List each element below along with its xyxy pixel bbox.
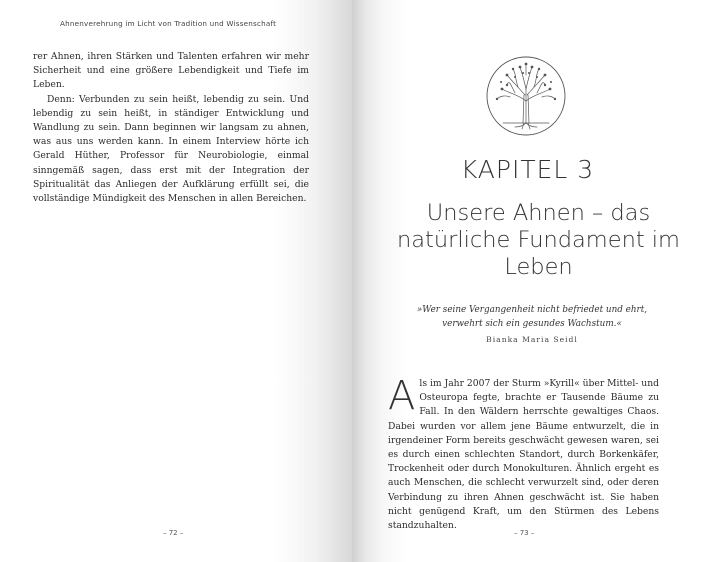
tree-of-life-icon (485, 55, 567, 137)
epigraph-line: verwehrt sich ein gesundes Wachstum.« (442, 319, 622, 329)
chapter-number: KAPITEL 3 (460, 155, 595, 184)
left-body-text (33, 50, 309, 206)
epigraph-line: »Wer seine Vergangenheit nicht befriedet und ehrt, (416, 305, 648, 315)
chapter-title: Unsere Ahnen – das natürliche Fundament im Leben (397, 200, 680, 280)
right-body-text (388, 373, 659, 533)
epigraph-quote (382, 303, 682, 331)
page-number-right: – 73 – (514, 529, 535, 537)
paragraph: Denn: Verbunden zu sein heißt, lebendig zu sein. Und lebendig zu sein heißt, in ständiger Entwicklung und Wandlung zu sein. Dann beginnen wir langsam zu ahnen, was aus uns werden kann. In einem Interview hörte ich Gerald Hüther, Professor für Neurobiologie, einmal sinngemäß sagen, dass erst mit der Integration der Spiritualität das Anliegen der Aufklärung erfüllt sei, die vollständige Mündigkeit des Menschen in allen Bereichen. (33, 93, 309, 205)
epigraph-author: Bianka Maria Seidl (486, 335, 578, 344)
paragraph: rer Ahnen, ihren Stärken und Talenten erfahren wir mehr Sicherheit und eine größere Lebendigkeit und Tiefe im Leben. (33, 51, 309, 91)
right-page (352, 0, 703, 562)
running-head: Ahnenverehrung im Licht von Tradition und Wissenschaft (60, 19, 277, 28)
drop-cap: A (388, 373, 416, 419)
page-number-left: – 72 – (163, 529, 184, 537)
paragraph: ls im Jahr 2007 der Sturm »Kyrill« über Mittel- und Osteuropa fegte, brachte er Tausende Bäume zu Fall. In den Wäldern herrschte gewaltiges Chaos. Dabei wurden vor allem jene Bäume entwurzelt, die in irgendeiner Form bereits geschwächt gewesen waren, sei es durch einen schlechten Standort, durch Borkenkäfer, Trockenheit oder durch Monokulturen. Ähnlich ergeht es auch Menschen, die schlecht verwurzelt sind, oder deren Verbindung zu ihren Ahnen geschwächt ist. Sie haben nicht genügend Kraft, um den Stürmen des Lebens standzuhalten. (388, 378, 659, 532)
